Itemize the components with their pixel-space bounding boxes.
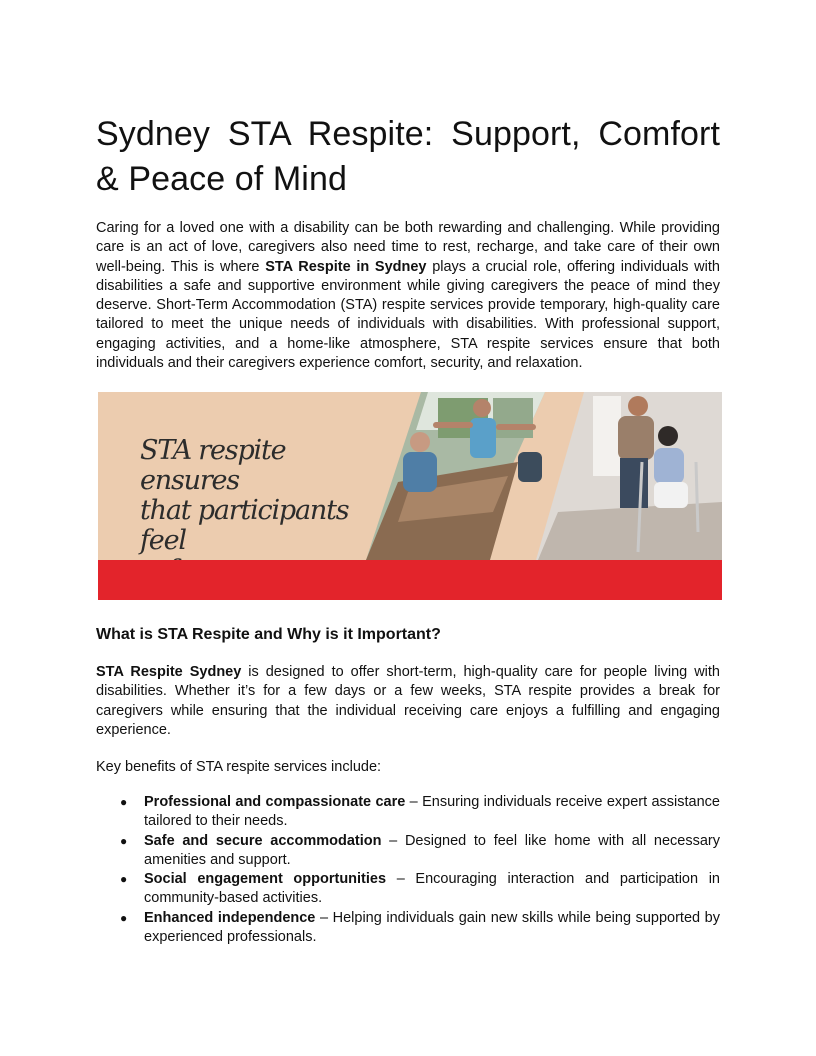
title-line-2: & Peace of Mind [96,160,347,198]
list-item [96,870,720,909]
intro-text-1: Caring for a loved one with a disability can be both rewarding and challenging. While providing care is an act of love, caregivers also need time to rest, recharge, and take care of their own well-being. This is where [96,220,720,275]
banner-tagline-line-1: STA respite ensures [140,435,286,496]
section-heading: What is STA Respite and Why is it Important? [96,626,441,643]
key-benefits-intro: Key benefits of STA respite services include: [96,759,382,775]
section-paragraph [96,663,720,740]
benefit-text: – Designed to feel like home with all necessary amenities and support. [144,832,721,868]
list-item [96,909,720,948]
page-title [96,112,720,202]
benefit-title: Professional and compassionate care [144,794,406,810]
benefit-title: Safe and secure accommodation [144,832,382,849]
benefit-title: Social engagement opportunities [144,871,387,888]
section-text: is designed to offer short-term, high-quality care for people living with disabilities. Whether it’s for a few days or a few weeks, STA respite provides a break for caregivers while ensuring that the individual receiving care enjoys a fulfilling and engaging experience. [96,664,720,738]
section-bold-text: STA Respite Sydney [96,664,242,680]
bullet-icon: ● [120,910,128,925]
intro-text-2: plays a crucial role, offering individuals with disabilities a safe and supportive environment while giving caregivers the peace of mind they deserve. Short-Term Accommodation (STA) respite services provide temporary, high-quality care tailored to meet the unique needs of individuals with disabilities. With professional support, engaging activities, and a home-like atmosphere, STA respite services ensure that both individuals and their caregivers experience comfort, security, and relaxation. [96,258,720,372]
benefit-text: – Helping individuals gain new skills while being supported by experienced professionals. [144,909,720,946]
caregiver-support-photo [536,392,722,560]
banner-red-bar [98,560,722,600]
benefit-text: – Encouraging interaction and participation in community-based activities. [144,871,720,907]
list-item [96,793,720,832]
banner-image [98,392,722,600]
group-activity-photo [366,392,545,560]
bullet-icon: ● [120,795,128,809]
benefit-title: Enhanced independence [144,909,316,926]
bullet-icon: ● [120,872,128,887]
intro-bold-link-text: STA Respite in Sydney [265,258,427,275]
bullet-icon: ● [120,833,128,848]
benefit-text: – Ensuring individuals receive expert assistance tailored to their needs. [144,794,720,830]
list-item [96,832,720,871]
intro-paragraph [96,219,720,373]
title-line-1: Sydney STA Respite: Support, Comfort [96,115,720,153]
benefits-list [96,793,720,947]
banner-tagline-line-2: that participants feel [140,495,349,556]
